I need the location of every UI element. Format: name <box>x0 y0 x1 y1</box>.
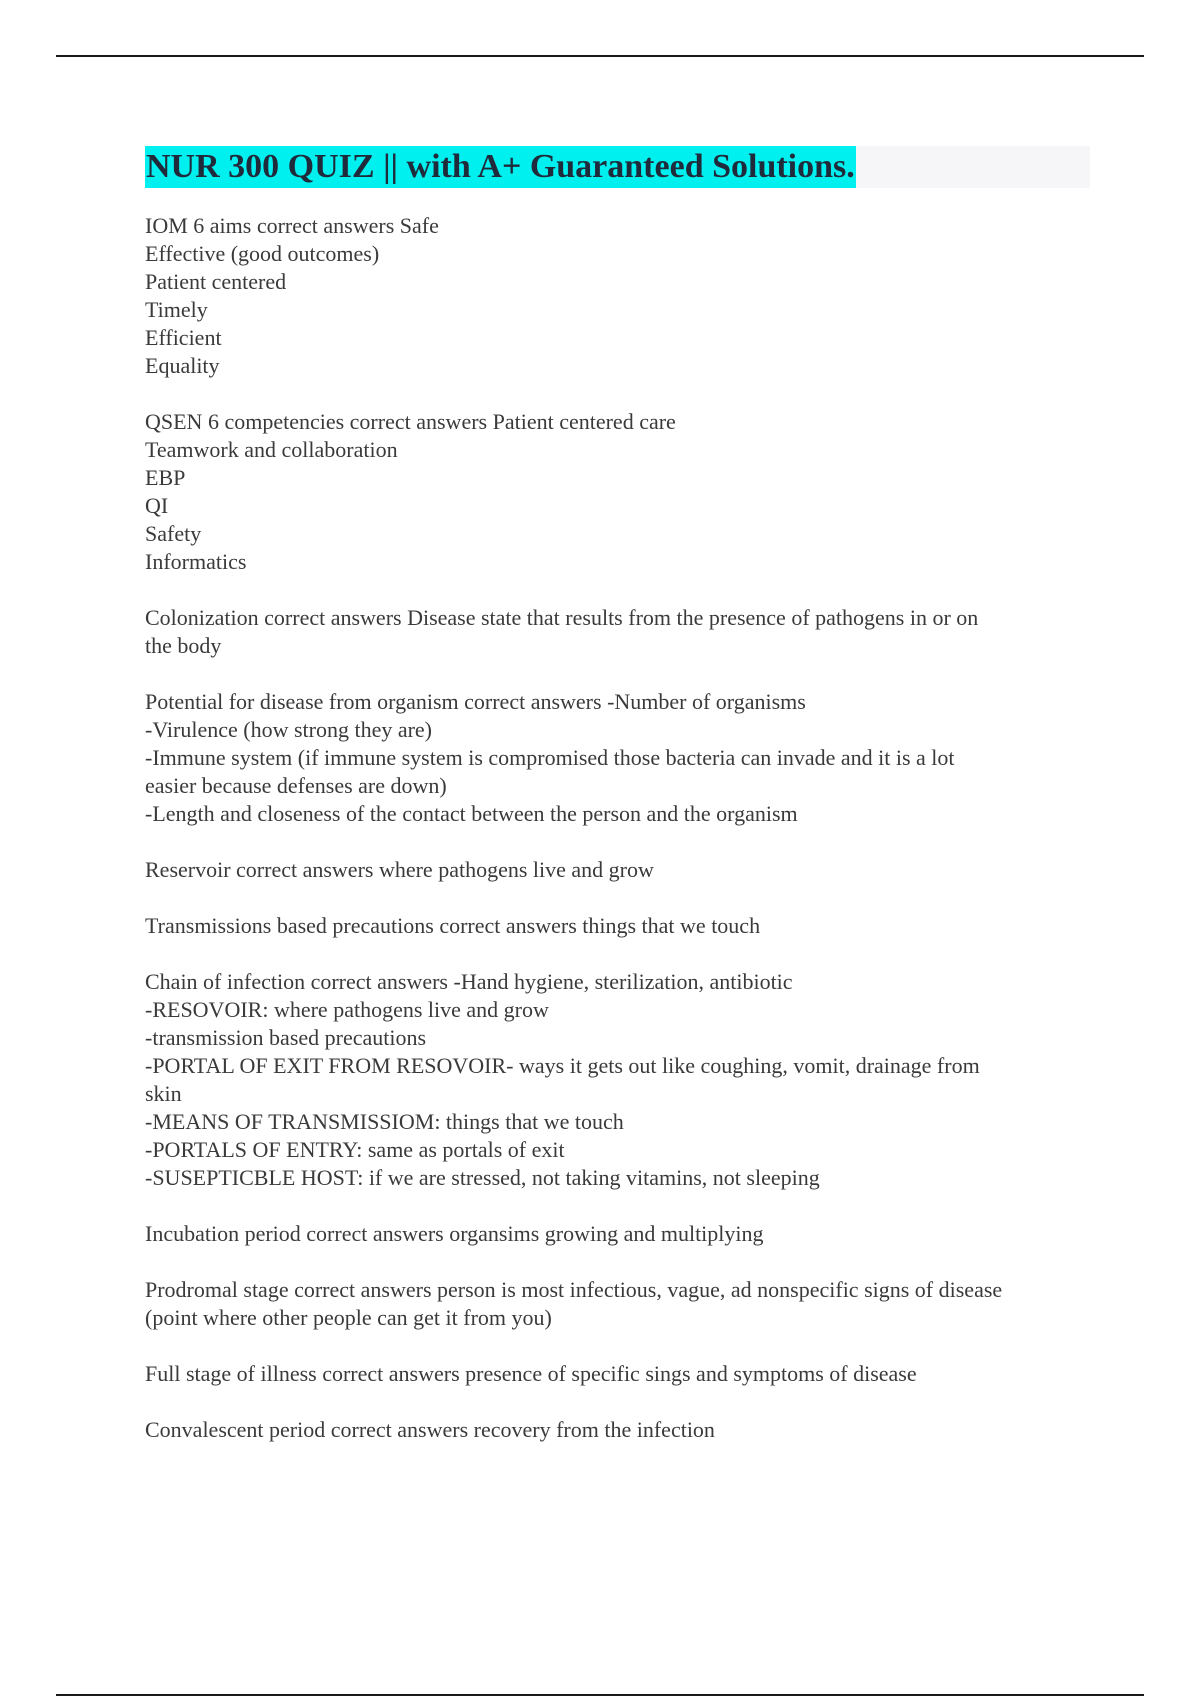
flashcard-entry <box>145 688 1090 828</box>
flashcard-answer-line: Equality <box>145 353 220 378</box>
flashcard-answer-line: Teamwork and collaboration <box>145 437 398 462</box>
flashcard-answer-line: skin <box>145 1081 182 1106</box>
flashcard-entry <box>145 604 1090 660</box>
flashcard-answer-line: easier because defenses are down) <box>145 773 447 798</box>
flashcard-entry <box>145 912 1090 940</box>
flashcard-answer-line: (point where other people can get it from you) <box>145 1305 552 1330</box>
flashcard-answer-line: Effective (good outcomes) <box>145 241 380 266</box>
flashcard-term-line: IOM 6 aims correct answers Safe <box>145 213 439 238</box>
flashcard-entry <box>145 1220 1090 1248</box>
flashcard-answer-line: Informatics <box>145 549 247 574</box>
flashcard-answer-line: -transmission based precautions <box>145 1025 427 1050</box>
flashcard-entry <box>145 1416 1090 1444</box>
flashcard-term-line: Incubation period correct answers organsims growing and multiplying <box>145 1221 764 1246</box>
flashcard-term-line: Prodromal stage correct answers person is most infectious, vague, ad nonspecific signs of disease <box>145 1277 1003 1302</box>
flashcard-answer-line: -MEANS OF TRANSMISSIOM: things that we touch <box>145 1109 624 1134</box>
flashcard-answer-line: -SUSEPTICBLE HOST: if we are stressed, not taking vitamins, not sleeping <box>145 1165 820 1190</box>
flashcard-term-line: Chain of infection correct answers -Hand hygiene, sterilization, antibiotic <box>145 969 793 994</box>
flashcard-entry <box>145 856 1090 884</box>
flashcard-answer-line: -Length and closeness of the contact between the person and the organism <box>145 801 798 826</box>
flashcard-answer-line: EBP <box>145 465 186 490</box>
flashcard-answer-line: Safety <box>145 521 202 546</box>
flashcard-answer-line: Timely <box>145 297 208 322</box>
flashcard-answer-line: Patient centered <box>145 269 287 294</box>
flashcard-list <box>145 212 1090 1444</box>
flashcard-answer-line: -PORTALS OF ENTRY: same as portals of exit <box>145 1137 565 1162</box>
flashcard-answer-line: -Virulence (how strong they are) <box>145 717 433 742</box>
bottom-rule <box>56 1694 1144 1696</box>
flashcard-term-line: Reservoir correct answers where pathogens live and grow <box>145 857 654 882</box>
flashcard-answer-line: QI <box>145 493 169 518</box>
flashcard-entry <box>145 1276 1090 1332</box>
flashcard-answer-line: -PORTAL OF EXIT FROM RESOVOIR- ways it gets out like coughing, vomit, drainage from <box>145 1053 980 1078</box>
flashcard-answer-line: Efficient <box>145 325 222 350</box>
flashcard-term-line: Potential for disease from organism correct answers -Number of organisms <box>145 689 806 714</box>
flashcard-term-line: QSEN 6 competencies correct answers Patient centered care <box>145 409 676 434</box>
flashcard-entry <box>145 968 1090 1192</box>
title-band <box>145 146 1090 188</box>
flashcard-term-line: Transmissions based precautions correct answers things that we touch <box>145 913 761 938</box>
flashcard-term-line: Colonization correct answers Disease state that results from the presence of pathogens in or on <box>145 605 979 630</box>
flashcard-term-line: Full stage of illness correct answers presence of specific sings and symptoms of disease <box>145 1361 917 1386</box>
flashcard-entry <box>145 212 1090 380</box>
top-rule <box>56 55 1144 57</box>
flashcard-answer-line: -Immune system (if immune system is compromised those bacteria can invade and it is a lot <box>145 745 955 770</box>
flashcard-entry <box>145 1360 1090 1388</box>
flashcard-entry <box>145 408 1090 576</box>
flashcard-answer-line: the body <box>145 633 222 658</box>
document-body <box>145 146 1090 1472</box>
flashcard-answer-line: -RESOVOIR: where pathogens live and grow <box>145 997 549 1022</box>
flashcard-term-line: Convalescent period correct answers recovery from the infection <box>145 1417 715 1442</box>
document-title: NUR 300 QUIZ || with A+ Guaranteed Solutions. <box>145 146 856 188</box>
